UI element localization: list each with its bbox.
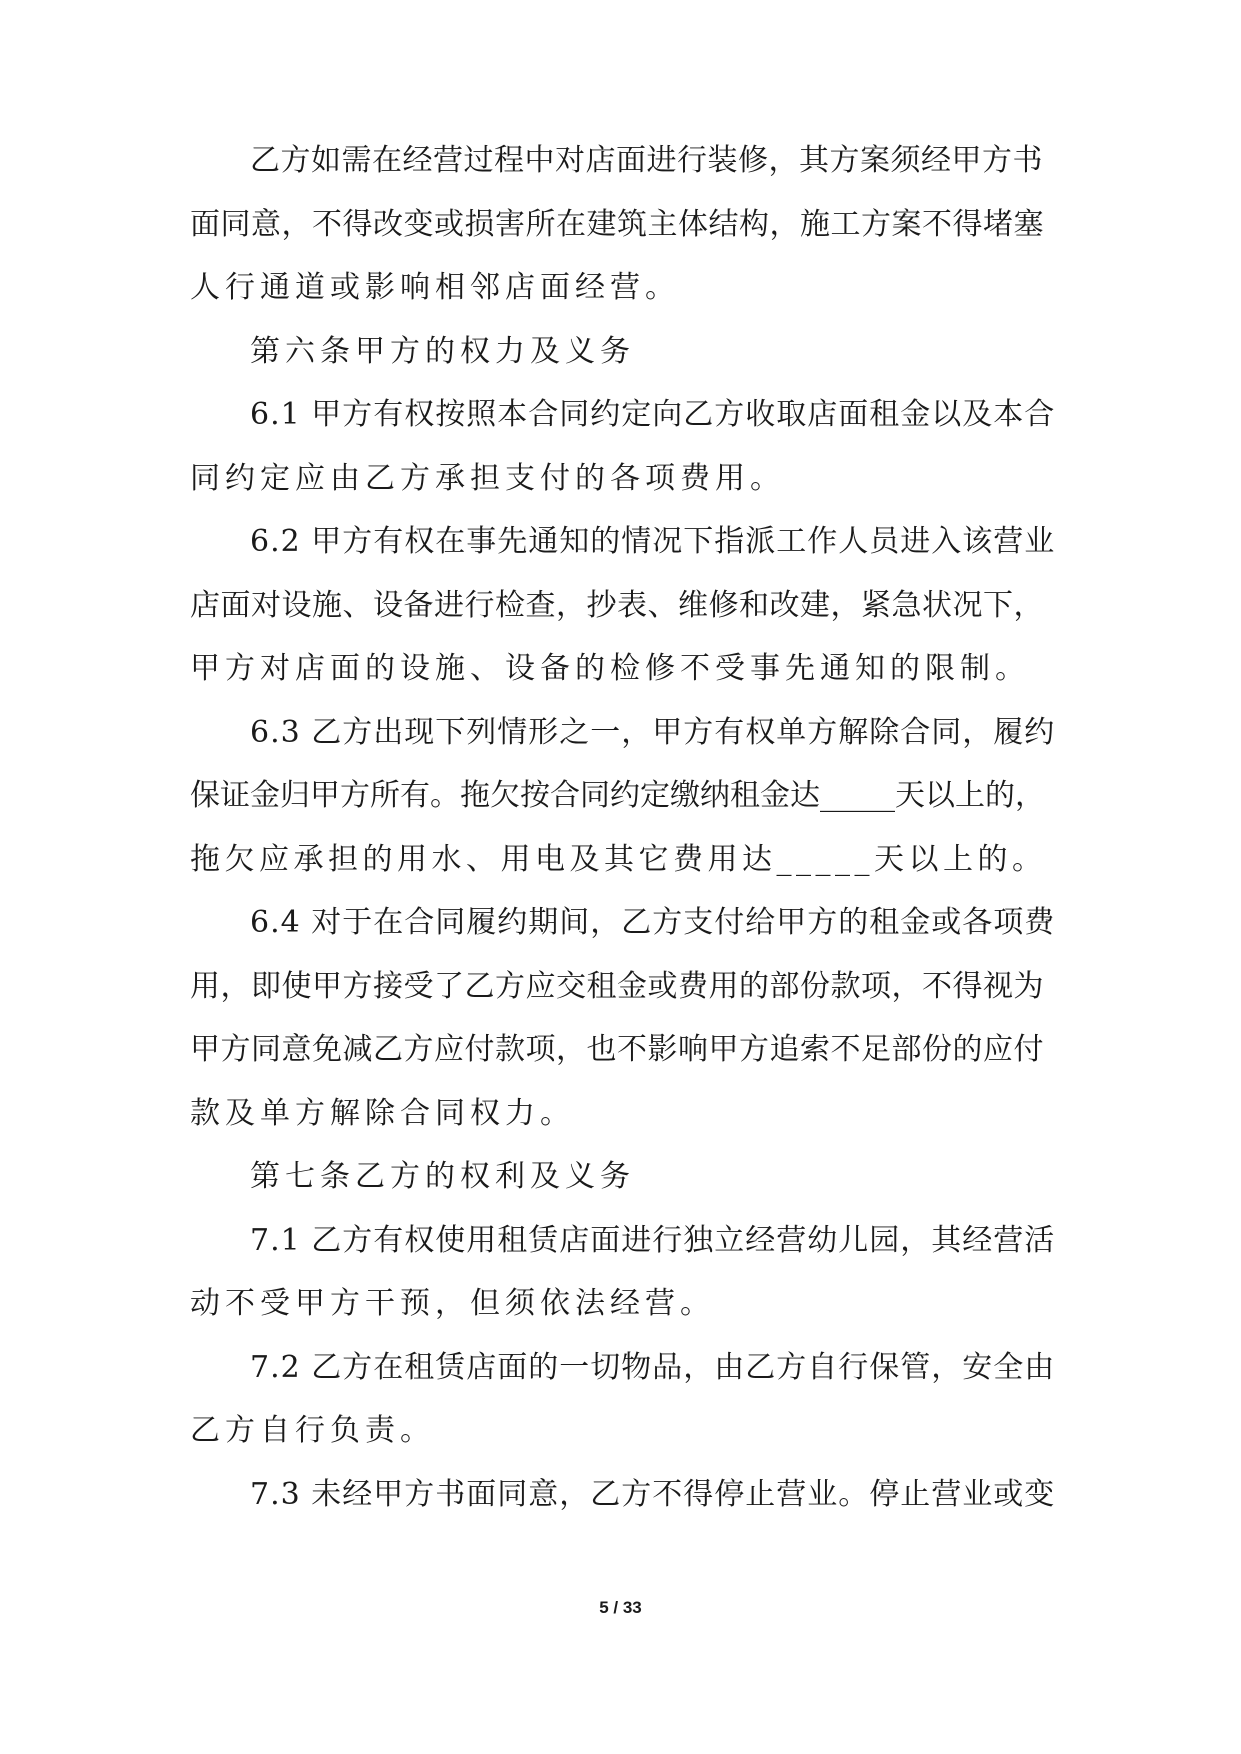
clause-6-3-line: 拖欠应承担的用水、用电及其它费用达_____天以上的。 (190, 841, 1047, 877)
clause-6-2-line: 甲方对店面的设施、设备的检修不受事先通知的限制。 (190, 651, 1030, 686)
clause-7-1-line: 动不受甲方干预，但须依法经营。 (190, 1286, 715, 1321)
clause-6-4-line: 用，即使甲方接受了乙方应交租金或费用的部份款项，不得视为 (190, 968, 1044, 1004)
clause-6-2-line: 店面对设施、设备进行检查，抄表、维修和改建，紧急状况下， (190, 587, 1044, 623)
clause-6-1-line: 6.1 甲方有权按照本合同约定向乙方收取店面租金以及本合 (250, 397, 1056, 432)
section-heading-6: 第六条甲方的权力及义务 (250, 333, 635, 369)
clause-6-2-line: 6.2 甲方有权在事先通知的情况下指派工作人员进入该营业 (250, 524, 1056, 559)
clause-7-1-line: 7.1 乙方有权使用租赁店面进行独立经营幼儿园，其经营活 (250, 1222, 1056, 1258)
page-number: 5 / 33 (599, 1598, 642, 1617)
paragraph-line: 面同意，不得改变或损害所在建筑主体结构，施工方案不得堵塞 (190, 206, 1044, 242)
clause-6-4-line: 甲方同意免减乙方应付款项，也不影响甲方追索不足部份的应付 (190, 1032, 1044, 1067)
clause-7-2-line: 乙方自行负责。 (190, 1413, 435, 1448)
paragraph-line: 乙方如需在经营过程中对店面进行装修，其方案须经甲方书 (250, 143, 1043, 178)
clause-7-3-line: 7.3 未经甲方书面同意，乙方不得停止营业。停止营业或变 (250, 1476, 1056, 1512)
clause-6-3-line: 保证金归甲方所有。拖欠按合同约定缴纳租金达_____天以上的， (190, 778, 1045, 813)
paragraph-line: 人行通道或影响相邻店面经营。 (190, 270, 680, 305)
section-heading-7: 第七条乙方的权利及义务 (250, 1159, 635, 1194)
clause-7-2-line: 7.2 乙方在租赁店面的一切物品，由乙方自行保管，安全由 (250, 1349, 1056, 1385)
document-body (190, 140, 1055, 1537)
clause-6-4-line: 6.4 对于在合同履约期间，乙方支付给甲方的租金或各项费 (250, 905, 1056, 940)
clause-6-4-line: 款及单方解除合同权力。 (190, 1095, 575, 1131)
clause-6-3-line: 6.3 乙方出现下列情形之一，甲方有权单方解除合同，履约 (250, 714, 1056, 750)
clause-6-1-line: 同约定应由乙方承担支付的各项费用。 (190, 460, 785, 496)
